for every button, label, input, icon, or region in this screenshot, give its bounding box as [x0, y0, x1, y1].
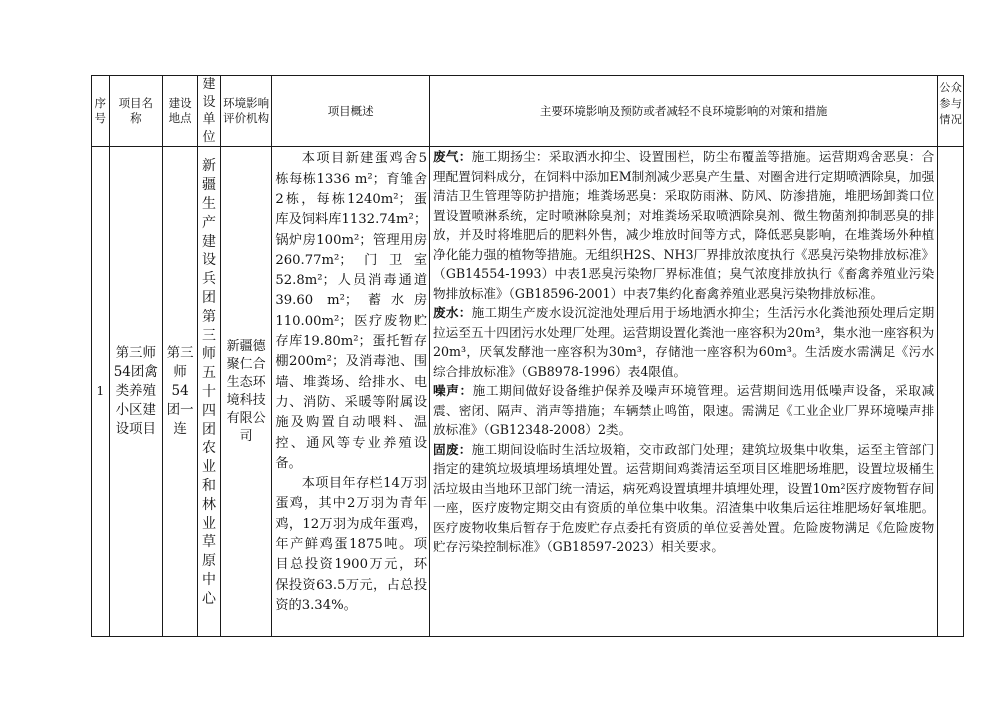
header-eia-org: 环境影响评价机构: [220, 76, 272, 147]
header-public-char: 与: [950, 97, 962, 110]
unit-char: 三: [201, 327, 216, 344]
eia-table: [91, 75, 964, 637]
unit-char: 十: [201, 383, 216, 400]
unit-char: 原: [201, 553, 216, 570]
header-public-char: 参: [939, 97, 951, 110]
unit-char: 疆: [201, 177, 216, 194]
header-overview: 项目概述: [272, 76, 430, 147]
unit-char: 心: [201, 590, 216, 607]
location-line: 团一: [166, 402, 194, 419]
overview-paragraph-2: 本项目年存栏14万羽蛋鸡，其中2万羽为青年鸡，12万羽为成年蛋鸡，年产鲜鸡蛋1875吨。项目总投资1900万元，环保投资63.5万元，占总投资的3.34%。: [275, 476, 428, 613]
row-project-name: 第三师54团禽类养殖小区建设项目: [109, 147, 163, 637]
measure-paragraph: [433, 303, 934, 381]
header-location: 建设地点: [163, 76, 198, 147]
measure-paragraph: [433, 147, 934, 303]
header-unit-char: 位: [202, 129, 216, 145]
unit-char: 草: [201, 534, 216, 551]
header-public-char: 况: [950, 113, 962, 126]
unit-char: 设: [201, 252, 216, 269]
header-public-char: 情: [939, 113, 951, 126]
measure-paragraph: [433, 440, 934, 557]
header-measures: 主要环境影响及预防或者减轻不良环境影响的对策和措施: [430, 76, 938, 147]
header-unit-char: 建: [202, 77, 216, 92]
measure-label: 废气：: [433, 149, 472, 165]
header-public-char: 众: [950, 81, 962, 94]
measure-label: 噪声：: [433, 383, 473, 399]
row-no: 1: [92, 147, 110, 637]
location-line: 第三: [166, 345, 194, 362]
overview-paragraph-1: 本项目新建蛋鸡舍5栋每栋1336 m²；育雏舍2栋，每栋1240m²；蛋库及饲料库1132.74m²；锅炉房100m²；管理用房260.77m²；门卫室52.8m²；人员消毒通道39.60 m²；蓄水房110.00m²；医疗废物贮存库19.80m²；蛋托暂存棚200m²；及消毒池、围墙、堆粪场、给排水、电力、消防、采暖等附属设施及购置自动喂料、温控、通风等专业养殖设备。: [275, 151, 428, 471]
row-public: [938, 147, 964, 637]
measure-label: 固废：: [433, 441, 472, 457]
unit-char: 产: [201, 214, 216, 231]
row-eia-org: 新疆德聚仁合生态环境科技有限公司: [220, 147, 272, 637]
unit-char: 新: [201, 158, 216, 175]
unit-char: 第: [201, 308, 216, 325]
row-location: [163, 147, 198, 637]
unit-char: 团: [201, 421, 216, 438]
unit-char: 五: [201, 365, 216, 382]
header-public: [938, 76, 964, 147]
unit-char: 团: [201, 289, 216, 306]
row-measures: [430, 147, 938, 637]
unit-char: 业: [201, 459, 216, 476]
unit-char: 建: [201, 233, 216, 250]
unit-char: 生: [201, 195, 216, 212]
unit-char: 师: [201, 346, 216, 363]
row-unit: [198, 147, 221, 637]
unit-char: 农: [201, 440, 216, 457]
measure-text: 施工期间设临时生活垃圾箱，交市政部门处理；建筑垃圾集中收集，运至主管部门指定的建筑垃圾填埋场填埋处置。运营期间鸡粪清运至项目区堆肥场堆肥，设置垃圾桶生活垃圾由当地环卫部门统一清运，病死鸡设置填埋井填埋处理，设置10m²医疗废物暂存间一座，医疗废物定期交由有资质的单位集中收集。沼渣集中收集后运往堆肥场好氧堆肥。医疗废物收集后暂存于危废贮存点委托有资质的单位妥善处置。危险废物满足《危险废物贮存污染控制标准》（GB18597-2023）相关要求。: [433, 441, 935, 555]
measure-label: 废水：: [433, 305, 472, 321]
location-line: 师 54: [171, 364, 189, 400]
header-no: 序号: [92, 76, 110, 147]
header-public-char: 公: [939, 81, 951, 94]
header-unit-char: 单: [202, 112, 216, 128]
header-project-name: 项目名称: [109, 76, 163, 147]
unit-char: 兵: [201, 271, 216, 288]
project-row: [92, 147, 964, 637]
measure-text: 施工期扬尘：采取洒水抑尘、设置围栏，防尘布覆盖等措施。运营期鸡舍恶臭：合理配置饲料成分，在饲料中添加EM制剂减少恶臭产生量、对圈舍进行定期喷洒除臭，加强清洁卫生管理等防护措施；堆粪场恶臭：采取防雨淋、防风、防渗措施，堆肥场卸粪口位置设置喷淋系统，定时喷淋除臭剂；对堆粪场采取喷洒除臭剂、微生物菌剂抑制恶臭的排放，并及时将堆肥后的肥料外售，减少堆放时间等方式，降低恶臭影响，在堆粪场外种植净化能力强的植物等措施。无组织H2S、NH3厂界排放浓度执行《恶臭污染物排放标准》（GB14554-1993）中表1恶臭污染物厂界标准值；臭气浓度排放执行《畜禽养殖业污染物排放标准》（GB18596-2001）中表7集约化畜禽养殖业恶臭污染物排放标准。: [433, 149, 935, 301]
unit-char: 中: [201, 571, 216, 588]
measure-text: 施工期生产废水设沉淀池处理后用于场地洒水抑尘；生活污水化粪池预处理后定期拉运至五十四团污水处理厂处理。运营期设置化粪池一座容积为20m³，集水池一座容积为20m³，厌氧发酵池一座容积为30m³，存储池一座容积为60m³。生活废水需满足《污水综合排放标准》（GB8978-1996）表4限值。: [433, 305, 935, 379]
unit-char: 业: [201, 515, 216, 532]
unit-char: 林: [201, 496, 216, 513]
header-row: [92, 76, 964, 147]
header-unit-char: 设: [202, 94, 216, 110]
header-unit: [198, 76, 221, 147]
measure-text: 施工期间做好设备维护保养及噪声环境管理。运营期间选用低噪声设备，采取减震、密闭、隔声、消声等措施；车辆禁止鸣笛，限速。需满足《工业企业厂界环境噪声排放标准》（GB12348-2008）2类。: [433, 383, 935, 438]
row-overview: [272, 147, 430, 637]
unit-char: 和: [201, 477, 216, 494]
unit-char: 四: [201, 402, 216, 419]
measure-paragraph: [433, 381, 934, 440]
location-line: 连: [173, 421, 187, 438]
